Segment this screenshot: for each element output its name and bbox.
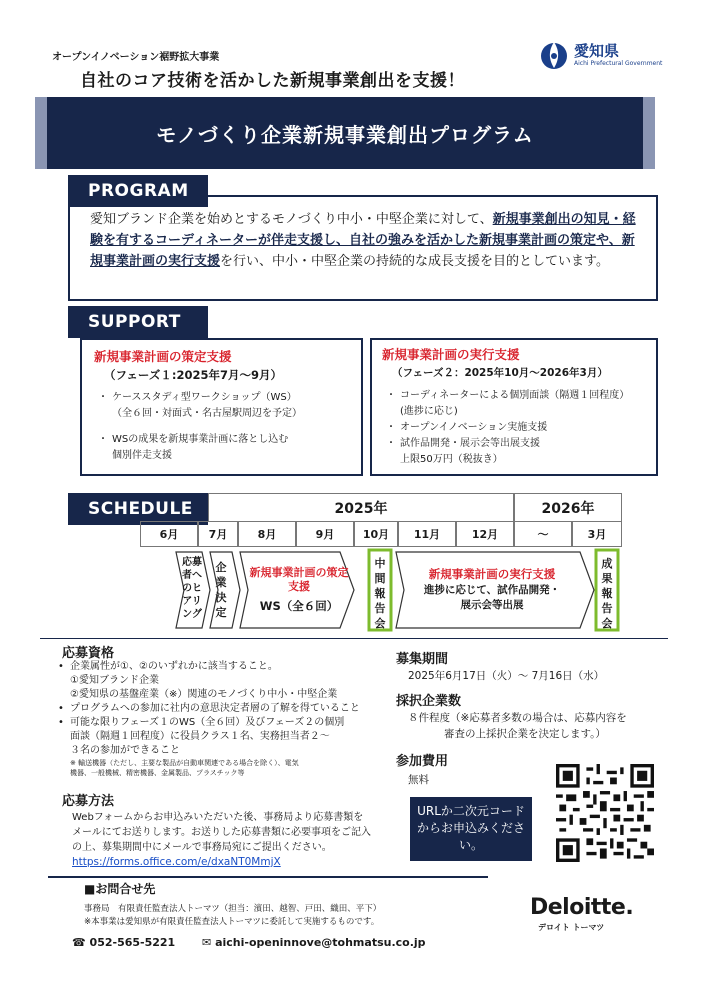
support-phase2-box	[370, 338, 658, 476]
contact-title: ■お問合せ先	[84, 882, 156, 896]
support-phase1-box	[80, 338, 363, 476]
count-value: ８件程度（※応募者多数の場合は、応募内容を 審査の上採択企業を決定します。）	[408, 712, 627, 740]
method-title: 応募方法	[62, 794, 115, 809]
eligibility-title: 応募資格	[62, 646, 115, 661]
method-text: Webフォームからお申込みいただいた後、事務局より応募書類を メールにてお送りします。お送りした応募書類に必要事項をご記入 の上、募集期間中にメールで事務局宛にご提出ください。 https://forms.office.com/e/dxaNT0MmjX	[72, 812, 371, 868]
logo-english: Aichi Prefectural Government	[574, 60, 663, 67]
eligibility-note: ※ 輸送機器（ただし、主要な製品が自動車関連である場合を除く）、電気 機器、一般機械、精密機器、金属製品、プラスチック等	[70, 759, 299, 777]
program-text-1: 愛知ブランド企業を始めとするモノづくり中小・中堅企業に対して、	[90, 212, 493, 227]
application-form-link[interactable]: https://forms.office.com/e/dxaNT0MmjX	[72, 856, 281, 868]
eligibility-item: • 可能な限りフェーズ１のWS（全６回）及びフェーズ２の個別 面談（隔週１回程度）に役員クラス１名、実務担当者２～ ３名の参加ができること	[58, 716, 398, 758]
page-title: モノづくり企業新規事業創出プログラム	[156, 122, 534, 147]
phase1-bullet-2: ・ WSの成果を新規事業計画に落とし込む 個別伴走支援	[98, 432, 349, 464]
eligibility-list	[58, 660, 398, 778]
eligibility-subitem: ②愛知県の基盤産業（※）関連のモノづくり中小・中堅企業	[70, 689, 338, 700]
phase1-schedule-title: 新規事業計画の策定支援	[249, 566, 349, 593]
phase2-schedule-title: 新規事業計画の実行支援	[428, 567, 556, 581]
phase2-period: （フェーズ２：2025年10月～2026年3月）	[392, 367, 608, 379]
fee-title: 参加費用	[396, 754, 449, 769]
program-label: PROGRAM	[68, 175, 208, 207]
mail-icon: ✉	[202, 936, 212, 949]
schedule-year-2025: 2025年	[208, 493, 514, 521]
month-cell: 12月	[456, 521, 514, 547]
month-cell: 3月	[572, 521, 622, 547]
fee-value: 無料	[408, 774, 429, 786]
phase2-bullet-1: ・ コーディネーターによる個別面談（隔週１回程度） (進捗に応じ)	[386, 388, 646, 420]
program-text-3: を行い、中小・中堅企業の持続的な成長支援を目的としています。	[220, 254, 609, 269]
period-value: 2025年6月17日（火）～ 7月16日（水）	[408, 670, 605, 682]
logo-name: 愛知県	[574, 42, 620, 60]
month-cell: 11月	[398, 521, 456, 547]
contact-email[interactable]: ✉ aichi-openinnove@tohmatsu.co.jp	[202, 936, 426, 949]
support-label: SUPPORT	[68, 306, 208, 338]
divider	[40, 638, 668, 639]
month-cell: 9月	[296, 521, 354, 547]
aichi-logo	[540, 38, 670, 76]
program-text-highlight: 新規事業創出の知見・経験を有するコーディネーターが伴走支援し、自社の強みを活かした新規事業計画の策定や、新規事業計画の実行支援	[90, 212, 636, 269]
hearing-label: 応募者へのヒアリング	[182, 557, 202, 620]
phase2-title: 新規事業計画の実行支援	[382, 347, 520, 362]
schedule-months	[140, 521, 622, 547]
program-description-box	[68, 195, 658, 301]
month-cell: ～	[514, 521, 572, 547]
month-cell: 7月	[198, 521, 238, 547]
contact-divider	[48, 876, 488, 878]
schedule-year-2026: 2026年	[514, 493, 622, 521]
eligibility-item: • プログラムへの参加に社内の意思決定者層の了解を得ていること	[58, 702, 398, 716]
month-cell: 10月	[354, 521, 398, 547]
contact-phone[interactable]: ☎ 052-565-5221	[72, 936, 176, 949]
apply-instruction-box: URLか二次元コードからお申込みください。	[410, 797, 532, 861]
deloitte-logo-jp: デロイト トーマツ	[538, 923, 605, 932]
phase1-schedule-sub: WS（全６回）	[259, 599, 339, 613]
eligibility-item: • 企業属性が①、②のいずれかに該当すること。	[58, 660, 398, 674]
eligibility-subitem: ①愛知ブランド企業	[70, 675, 159, 686]
decision-label: 企業決定	[215, 561, 227, 619]
aichi-emblem-icon	[540, 38, 568, 72]
page-title-bar	[35, 97, 655, 169]
phase2-bullet-2: ・ オープンイノベーション実施支援	[386, 420, 646, 436]
program-category: オープンイノベーション裾野拡大事業	[52, 52, 220, 63]
phase1-bullet-1: ・ ケーススタディ型ワークショップ（WS） （全６回・対面式・名古屋駅周辺を予定）	[98, 390, 349, 422]
deloitte-logo: Deloitte.	[530, 895, 634, 920]
schedule-label: SCHEDULE	[68, 493, 208, 525]
period-title: 募集期間	[396, 652, 449, 667]
month-cell: 8月	[238, 521, 296, 547]
final-label: 成果報告会	[601, 557, 613, 630]
contact-details: 事務局 有限責任監査法人トーマツ（担当：濱田、越智、戸田、織田、平下） ※本事業は愛知県が有限責任監査法人トーマツに委託して実施するものです。	[84, 904, 382, 927]
phase2-schedule-sub: 進捗に応じて、試作品開発・ 展示会等出展	[423, 584, 561, 611]
phase2-bullet-3: ・ 試作品開発・展示会等出展支援 上限50万円（税抜き）	[386, 436, 646, 468]
phase1-period: （フェーズ１:2025年7月～9月）	[104, 368, 282, 382]
page-tagline: 自社のコア技術を活かした新規事業創出を支援！	[80, 71, 465, 91]
phone-icon: ☎	[72, 936, 86, 949]
count-title: 採択企業数	[396, 694, 462, 709]
midterm-label: 中間報告会	[374, 557, 386, 630]
month-cell: 6月	[140, 521, 198, 547]
qr-code-icon[interactable]	[556, 764, 654, 862]
phase1-title: 新規事業計画の策定支援	[94, 349, 232, 364]
